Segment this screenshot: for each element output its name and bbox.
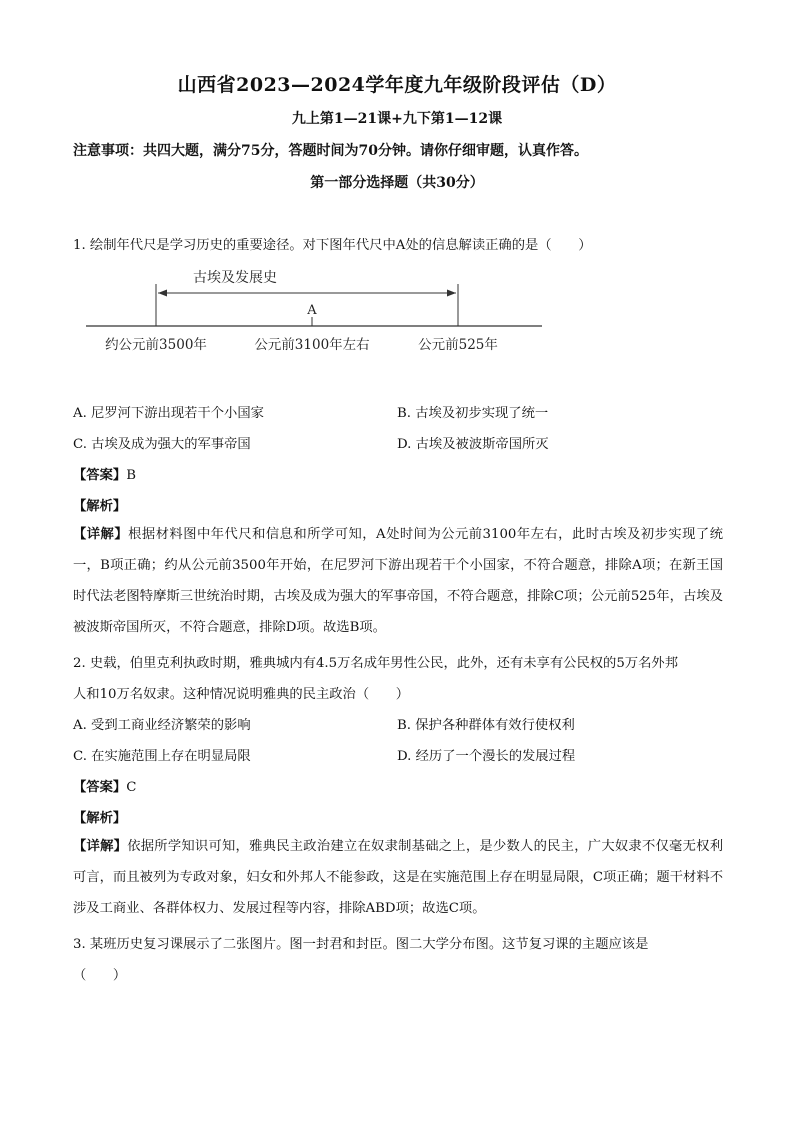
question-2-stem-line2: 人和10万名奴隶。这种情况说明雅典的民主政治（ ）: [73, 687, 410, 702]
timeline-arrow-right: [447, 290, 456, 297]
q2-option-b: B. 保护各种群体有效行使权利: [397, 718, 575, 733]
timeline-arrow-left: [158, 290, 167, 297]
q2-option-c: C. 在实施范围上存在明显局限: [73, 749, 251, 764]
question-1-stem: 1. 绘制年代尺是学习历史的重要途径。对下图年代尺中A处的信息解读正确的是（ ）: [73, 238, 592, 253]
q1-answer: [73, 464, 136, 483]
timeline-label-a: A: [307, 303, 317, 318]
answer-value: C: [126, 780, 137, 795]
timeline-tick-2: 公元前3100年左右: [254, 337, 370, 353]
question-3-stem-line2: （ ）: [73, 968, 127, 983]
timeline-label-top: 古埃及发展史: [193, 270, 277, 286]
answer-label: 【答案】: [73, 468, 127, 483]
detail-label: 【详解】: [73, 839, 128, 854]
answer-value: B: [126, 468, 136, 483]
exam-notice: 注意事项：共四大题，满分75分，答题时间为70分钟。请你仔细审题，认真作答。: [73, 143, 588, 159]
detail-text: 根据材料图中年代尺和信息和所学可知，A处时间为公元前3100年左右，此时古埃及初步实现了统一，B项正确；约从公元前3500年开始，在尼罗河下游出现若干个小国家，不符合题意，排除A项；在新王国时代法老图特摩斯三世统治时期，古埃及成为强大的军事帝国，不符合题意，排除C项；公元前525年，古埃及被波斯帝国所灭，不符合题意，排除D项。故选B项。: [73, 527, 723, 635]
q1-detail: [73, 519, 723, 643]
page-subtitle: 九上第1—21课+九下第1—12课: [291, 111, 503, 127]
answer-label: 【答案】: [73, 780, 127, 795]
detail-label: 【详解】: [73, 527, 129, 542]
timeline-tick-3: 公元前525年: [418, 337, 498, 353]
detail-text: 依据所学知识可知，雅典民主政治建立在奴隶制基础之上，是少数人的民主，广大奴隶不仅毫无权利可言，而且被列为专政对象，妇女和外邦人不能参政，这是在实施范围上存在明显局限，C项正确；题干材料不涉及工商业、各群体权力、发展过程等内容，排除ABD项；故选C项。: [73, 839, 723, 916]
section-heading: 第一部分选择题（共30分）: [310, 175, 484, 191]
timeline-figure: [80, 262, 550, 358]
q1-option-a: A. 尼罗河下游出现若干个小国家: [73, 406, 264, 421]
q1-option-d: D. 古埃及被波斯帝国所灭: [397, 437, 549, 452]
q1-option-b: B. 古埃及初步实现了统一: [397, 406, 549, 421]
q2-option-a: A. 受到工商业经济繁荣的影响: [73, 718, 251, 733]
q1-option-c: C. 古埃及成为强大的军事帝国: [73, 437, 251, 452]
q1-analysis-label: 【解析】: [73, 499, 127, 514]
question-2-stem-line1: 2. 史载，伯里克利执政时期，雅典城内有4.5万名成年男性公民，此外，还有未享有公民权的5万名外邦: [73, 656, 678, 671]
q2-analysis-label: 【解析】: [73, 811, 127, 826]
page-title: 山西省2023—2024学年度九年级阶段评估（D）: [177, 74, 617, 96]
timeline-tick-1: 约公元前3500年: [105, 337, 207, 353]
question-3-stem-line1: 3. 某班历史复习课展示了二张图片。图一封君和封臣。图二大学分布图。这节复习课的主题应该是: [73, 937, 649, 952]
q2-option-d: D. 经历了一个漫长的发展过程: [397, 749, 576, 764]
q2-detail: [73, 831, 723, 924]
q2-answer: [73, 776, 136, 795]
